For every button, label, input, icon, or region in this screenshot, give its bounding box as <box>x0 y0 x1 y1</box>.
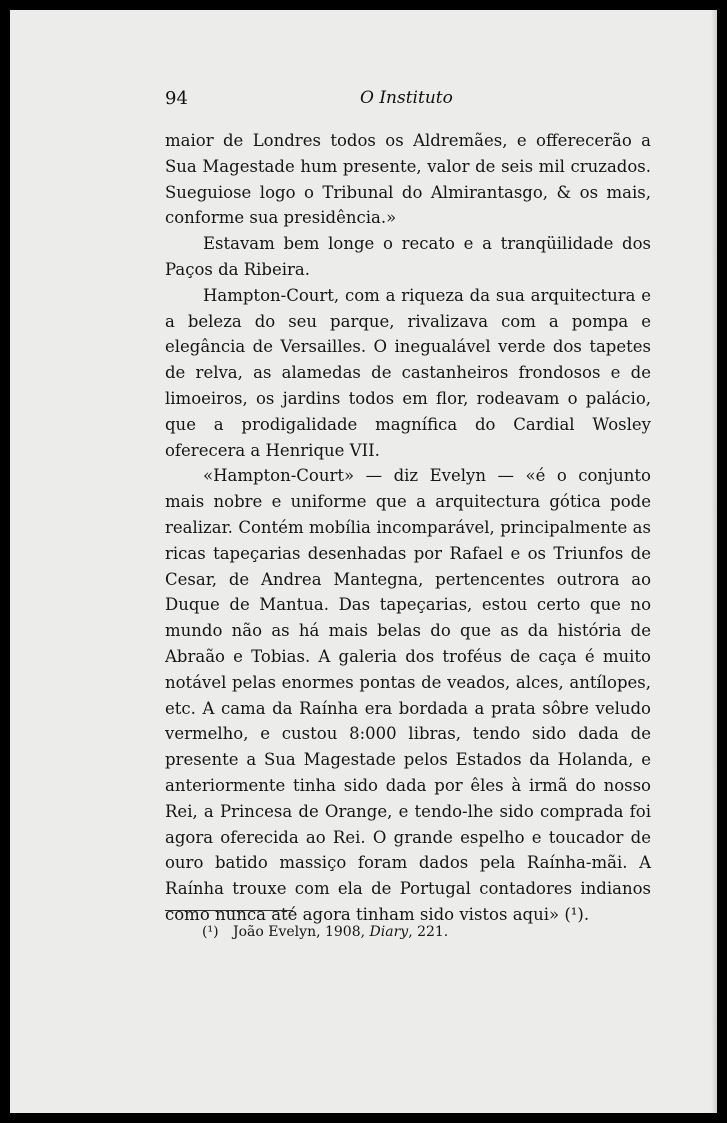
footnote-page: , 221. <box>408 924 449 940</box>
footnote-text: João Evelyn, 1908, <box>233 924 366 940</box>
footnote-marker: (¹) <box>202 924 219 940</box>
footnote <box>202 924 448 940</box>
paragraph-1: maior de Londres todos os Aldremães, e offerecerão a Sua Magestade hum presente, valor de seis mil cruzados. Sueguiose logo o Tribunal do Almirantasgo, & os mais, conforme sua presidência.» <box>165 131 651 228</box>
paragraph-2: Estavam bem longe o recato e a tranqüilidade dos Paços da Ribeira. <box>165 234 651 279</box>
paragraph-4: «Hampton-Court» — diz Evelyn — «é o conjunto mais nobre e uniforme que a arquitectura gótica pode realizar. Contém mobília incomparável, principalmente as ricas tapeçarias desenhadas por Rafael e os Triunfos de Cesar, de Andrea Mantegna, pertencentes outrora ao Duque de Mantua. Das tapeçarias, estou certo que no mundo não as há mais belas do que as da história de Abraão e Tobias. A galeria dos troféus de caça é muito notável pelas enormes pontas de veados, alces, antílopes, etc. A cama da Raínha era bordada a prata sôbre veludo vermelho, e custou 8:000 libras, tendo sido dada de presente a Sua Magestade pelos Estados da Holanda, e anteriormente tinha sido dada por êles à irmã do nosso Rei, a Princesa de Orange, e tendo-lhe sido comprada foi agora oferecida ao Rei. O grande espelho e toucador de ouro batido massiço foram dados pela Raínha-mãi. A Raínha trouxe com ela de Portugal contadores indianos como nunca até agora tinham sido vistos aqui» (¹). <box>165 466 651 924</box>
paragraph-3: Hampton-Court, com a riqueza da sua arquitectura e a beleza do seu parque, rivalizava com a pompa e elegância de Versailles. O inegualável verde dos tapetes de relva, as alamedas de castanheiros frondosos e de limoeiros, os jardins todos em flor, rodeavam o palácio, que a prodigalidade magnífica do Cardial Wosley oferecera a Henrique VII. <box>165 285 651 460</box>
running-title: O Instituto <box>360 88 453 108</box>
footnote-divider <box>165 910 293 911</box>
body-text <box>165 128 651 928</box>
footnote-work-title: Diary <box>369 924 409 940</box>
page-number: 94 <box>165 88 188 109</box>
page-edge-shadow <box>711 10 717 1113</box>
page-header <box>10 78 717 118</box>
book-page <box>10 10 717 1113</box>
